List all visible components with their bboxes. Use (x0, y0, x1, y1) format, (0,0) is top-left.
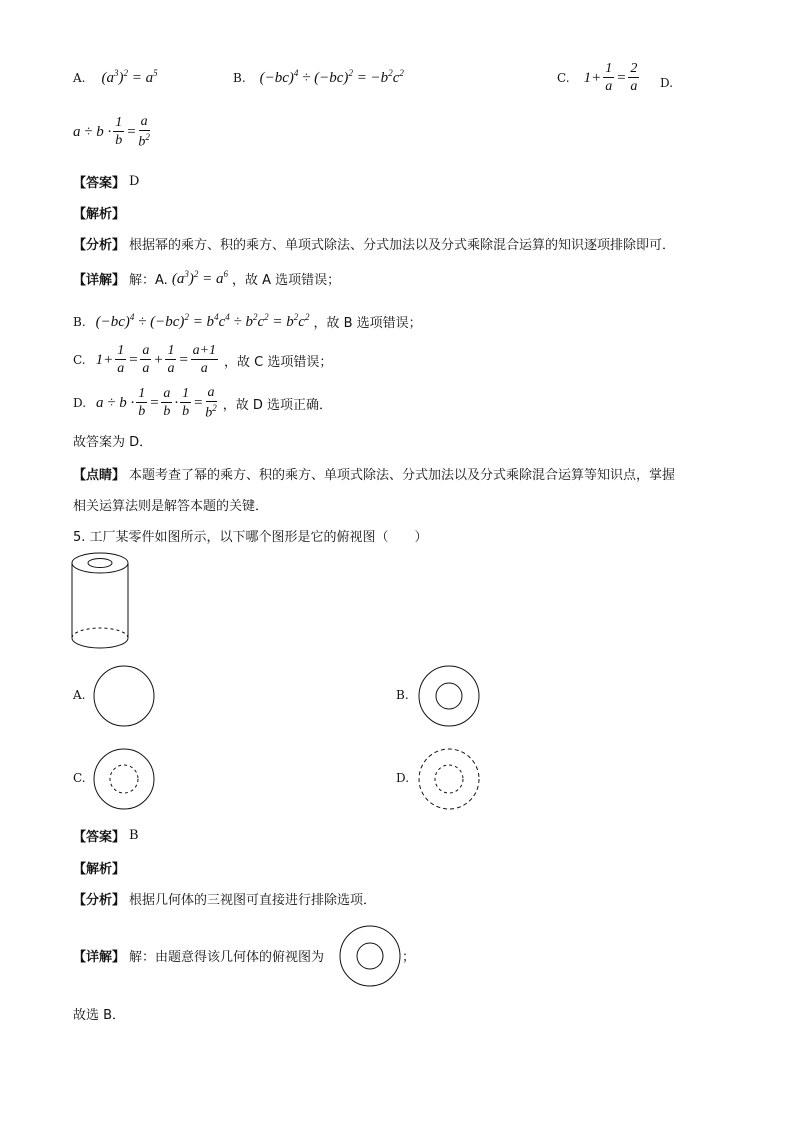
q4-xiangjie-a (73, 269, 340, 288)
q4-line-c (73, 344, 332, 376)
q5-conclusion: 故选 B． (73, 1008, 126, 1023)
dianjing-tag: 【点睛】 (73, 468, 126, 483)
q5-answer-value: B (129, 828, 139, 843)
q5-fenxi (73, 889, 376, 908)
option-a-formula: $(a^3)^2 = a^5$ (101, 68, 158, 86)
answer-tag: 【答案】 (73, 176, 126, 191)
line-b-label: B. (73, 314, 86, 329)
q5-fenxi-text: 根据几何体的三视图可直接进行排除选项． (129, 893, 377, 908)
q5-answer-tag: 【答案】 (73, 830, 126, 845)
q5-option-a-figure (92, 664, 156, 728)
q5-xiangjie (73, 946, 324, 965)
q5-analysis-tag: 【解析】 (73, 862, 126, 877)
q4-dianjing (73, 464, 675, 483)
line-a-formula: $(a^3)^2 = a^6$ (171, 269, 228, 287)
line-c-formula: 1+ $\frac{1}{a}$ = $\frac{a}{a}$ + $\frac{1}{a}$ = $\frac{a+1}{a}$ (95, 343, 217, 376)
cylinder-figure (70, 552, 132, 652)
line-c-label: C. (73, 353, 86, 367)
option-d-formula: a ÷ b · $\frac{1}{b}$ = $\frac{a}{b^2}$ (73, 114, 150, 150)
q5-fenxi-tag: 【分析】 (73, 893, 126, 908)
option-c-formula: 1+ $\frac{1}{a}$ = $\frac{2}{a}$ (583, 61, 638, 94)
dianjing-text-2: 相关运算法则是解答本题的关键． (73, 499, 269, 514)
option-a (73, 68, 158, 87)
analysis-tag: 【解析】 (73, 207, 126, 222)
option-b (233, 68, 404, 87)
q5-xiangjie-figure (338, 924, 402, 988)
option-c-label: C. (557, 71, 570, 85)
answer-value: D (129, 174, 140, 189)
line-b-formula: $(-bc)^4 \div (-bc)^2 = b^4c^4 \div b^2c^2 = b^2c^2$ (95, 312, 310, 330)
line-d-end: ，故 D 选项正确． (222, 397, 333, 413)
q4-conclusion: 故答案为 D． (73, 435, 153, 450)
line-d-formula: a ÷ b · $\frac{1}{b}$ = $\frac{a}{b}$ · $\frac{1}{b}$ = $\frac{a}{b^2}$ (96, 385, 217, 421)
q5-question: 5. 工厂某零件如图所示，以下哪个图形是它的俯视图（ ） (73, 530, 428, 545)
option-d-label: D. (660, 76, 674, 90)
q5-option-d-label: D. (396, 771, 410, 785)
q5-xiangjie-end: ； (402, 950, 416, 965)
option-c (557, 62, 641, 94)
line-b-end: ，故 B 选项错误； (313, 316, 422, 331)
option-a-label: A. (73, 70, 86, 85)
line-d-label: D. (73, 396, 87, 411)
q5-answer (73, 826, 139, 845)
line-c-end: ，故 C 选项错误； (224, 354, 333, 370)
q5-option-c-figure (92, 747, 156, 811)
q4-line-b (73, 312, 422, 331)
q5-option-c-label: C. (73, 771, 86, 785)
dianjing-text-1: 本题考查了幂的乘方、积的乘方、单项式除法、分式加法以及分式乘除混合运算等知识点，掌握 (129, 468, 676, 483)
line-a-end: ，故 A 选项错误； (231, 273, 341, 288)
fenxi-text: 根据幂的乘方、积的乘方、单项式除法、分式加法以及分式乘除混合运算的知识逐项排除即可． (129, 238, 676, 253)
q4-line-d (73, 386, 332, 421)
fenxi-tag: 【分析】 (73, 238, 126, 253)
q5-option-a-label: A. (73, 688, 86, 702)
q5-xiangjie-tag: 【详解】 (73, 950, 126, 965)
q5-option-b-figure (417, 664, 481, 728)
q4-answer (73, 172, 139, 191)
q4-fenxi (73, 234, 675, 253)
xiangjie-intro: 解：A. (129, 273, 168, 288)
option-b-label: B. (233, 70, 246, 85)
option-b-formula: $(-bc)^4 \div (-bc)^2 = -b^2c^2$ (259, 68, 404, 86)
q5-xiangjie-text: 解：由题意得该几何体的俯视图为 (129, 950, 325, 965)
xiangjie-tag: 【详解】 (73, 273, 126, 288)
q5-option-d-figure (417, 747, 481, 811)
q5-option-b-label: B. (396, 688, 409, 702)
